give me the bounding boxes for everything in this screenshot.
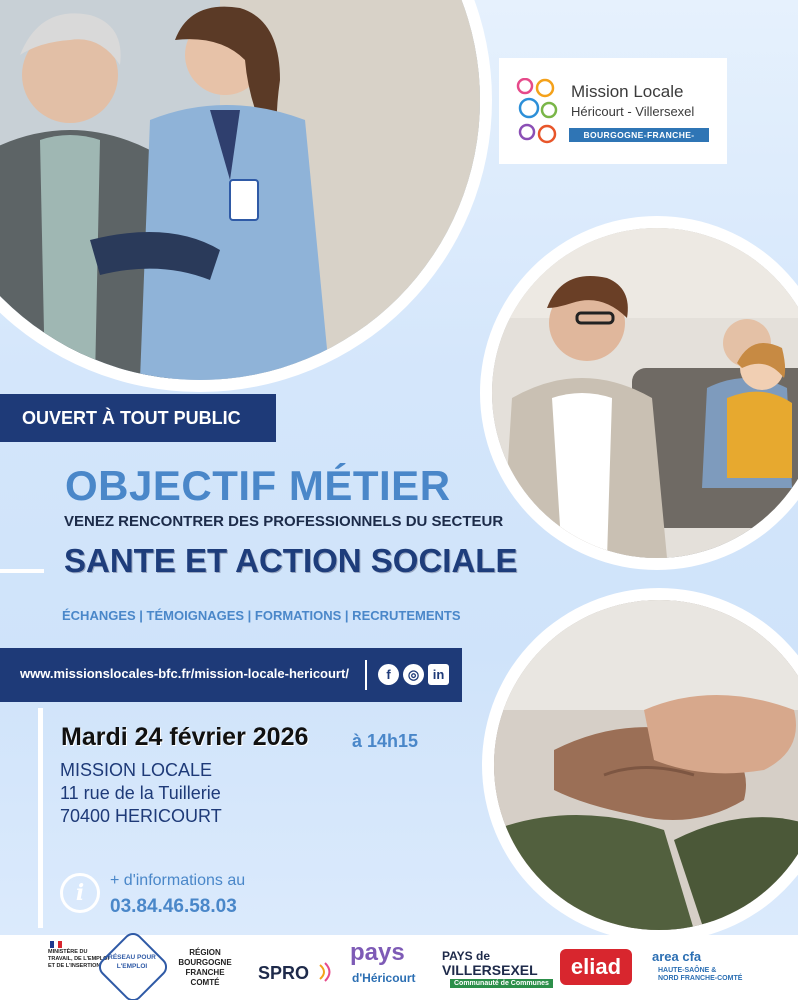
date-accent-line (38, 708, 43, 928)
photo-nurse-elderly-illustration (0, 0, 480, 380)
partner-villersexel-name: VILLERSEXEL (442, 962, 538, 978)
phone-number[interactable]: 03.84.46.58.03 (110, 896, 237, 917)
website-bar (0, 648, 462, 702)
region-line-3: FRANCHE (185, 968, 225, 977)
region-line-2: BOURGOGNE (178, 958, 232, 967)
sector-heading: SANTE ET ACTION SOCIALE (64, 542, 518, 579)
spro-waves-icon (318, 962, 332, 982)
mission-locale-logo (499, 58, 727, 164)
event-subtitle: VENEZ RENCONTRER DES PROFESSIONNELS DU SECTEUR (64, 513, 504, 530)
partner-eliad: eliad (560, 949, 632, 985)
region-line-1: RÉGION (189, 948, 221, 957)
photo-holding-hands (494, 600, 798, 930)
linkedin-icon[interactable]: in (428, 664, 449, 685)
partner-pays-villersexel: PAYS de (442, 949, 491, 963)
divider (365, 660, 367, 690)
partner-logos (0, 935, 798, 1000)
event-time: à 14h15 (352, 731, 419, 751)
partner-reseau: RÉSEAU POUR L'EMPLOI (108, 954, 156, 970)
logo-subtitle: Héricourt - Villersexel (571, 104, 695, 119)
facebook-icon[interactable]: f (378, 664, 399, 685)
activity-tags: ÉCHANGES | TÉMOIGNAGES | FORMATIONS | RECRUTEMENTS (62, 608, 461, 623)
info-label: + d'informations au (110, 872, 246, 889)
partner-villersexel-tag: Communauté de Communes (450, 979, 553, 988)
open-to-public-banner: OUVERT À TOUT PUBLIC (0, 394, 276, 442)
photo-counselor-family (492, 228, 798, 558)
event-date: Mardi 24 février 2026 (61, 723, 309, 751)
partner-spro: SPRO (258, 963, 310, 983)
partner-pays-hericourt-name: d'Héricourt (352, 971, 416, 985)
logo-circles-icon (515, 78, 563, 146)
partner-pays-hericourt: pays (350, 939, 405, 966)
french-flag-icon (50, 941, 62, 948)
photo-holding-hands-illustration (494, 600, 798, 930)
partner-area-cfa: area cfa (652, 949, 702, 964)
event-title: OBJECTIF MÉTIER (65, 462, 451, 509)
partner-region (178, 948, 232, 988)
region-line-4: COMTÉ (190, 978, 220, 987)
photo-counselor-family-illustration (492, 228, 798, 558)
address-line-2: 11 rue de la Tuillerie (60, 783, 221, 803)
partner-area-cfa-region: HAUTE-SAÔNE & (658, 967, 717, 974)
logo-title: Mission Locale (571, 82, 684, 101)
sector-accent-line (0, 569, 44, 573)
partner-area-cfa-region-2: NORD FRANCHE-COMTÉ (658, 975, 743, 982)
logo-region-band: BOURGOGNE-FRANCHE-COMTE (569, 128, 709, 142)
address-line-1: MISSION LOCALE (60, 760, 213, 780)
website-link[interactable]: www.missionslocales-bfc.fr/mission-locale-hericourt/ (20, 666, 349, 681)
address-line-3: 70400 HERICOURT (60, 806, 222, 826)
instagram-icon[interactable]: ◎ (403, 664, 424, 685)
partner-ministere: MINISTÈRE DU TRAVAIL, DE L'EMPLOI ET DE L'INSERTION (48, 949, 109, 969)
info-icon: i (60, 873, 100, 913)
photo-nurse-elderly (0, 0, 480, 380)
